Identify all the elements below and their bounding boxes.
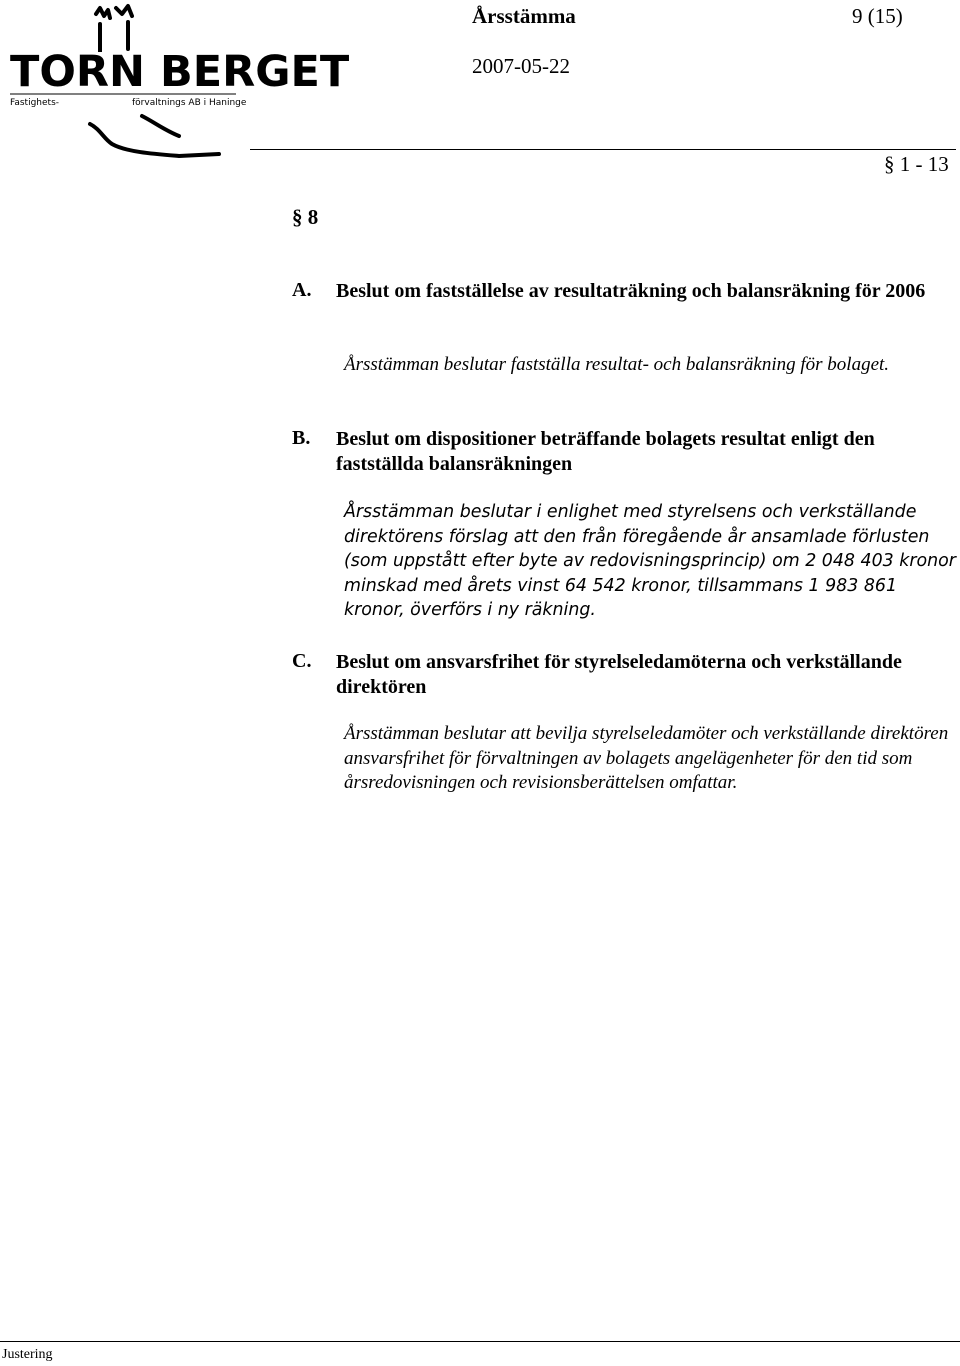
item-body-c: Årsstämman beslutar att bevilja styrelseledamöter och verkställande direktören ansvarsfrihet för förvaltningen av bolagets angelägenheter för den tid som årsredovisningen och revisionsberättelsen omfattar. (344, 723, 949, 793)
document-date: 2007-05-22 (472, 54, 570, 78)
item-body-a: Årsstämman beslutar fastställa resultat- och balansräkning för bolaget. (344, 354, 890, 375)
item-letter-a: A. (292, 279, 312, 301)
document-title: Årsstämma (472, 4, 576, 28)
item-heading-c: Beslut om ansvarsfrihet för styrelseledamöterna och verkställande direktören (336, 651, 902, 698)
company-logo (4, 4, 350, 160)
section-paragraph: § 8 (292, 205, 319, 229)
logo-sub-left: Fastighets- (10, 98, 60, 108)
page-number: 9 (15) (852, 4, 903, 28)
item-heading-a: Beslut om fastställelse av resultaträkning och balansräkning för 2006 (336, 280, 926, 302)
item-letter-b: B. (292, 427, 311, 449)
item-letter-c: C. (292, 650, 312, 672)
logo-name: TORN BERGET (10, 47, 350, 97)
item-body-b: Årsstämman beslutar i enlighet med styrelsens och verkställande direktörens förslag att den från föregående år ansamlade förlusten (som uppstått efter byte av redovisningsprincip) om 2 048 403 kronor minskad med årets vinst 64 542 kronor, tillsammans 1 983 861 kronor, överförs i ny räkning. (344, 502, 956, 621)
header-divider (250, 149, 956, 150)
paragraph-range: § 1 - 13 (884, 152, 949, 176)
item-heading-b: Beslut om dispositioner beträffande bolagets resultat enligt den fastställda balansräkningen (336, 428, 875, 475)
footer-label: Justering (2, 1347, 53, 1362)
logo-sub-right: förvaltnings AB i Haninge (132, 98, 247, 108)
footer-divider (0, 1341, 960, 1342)
